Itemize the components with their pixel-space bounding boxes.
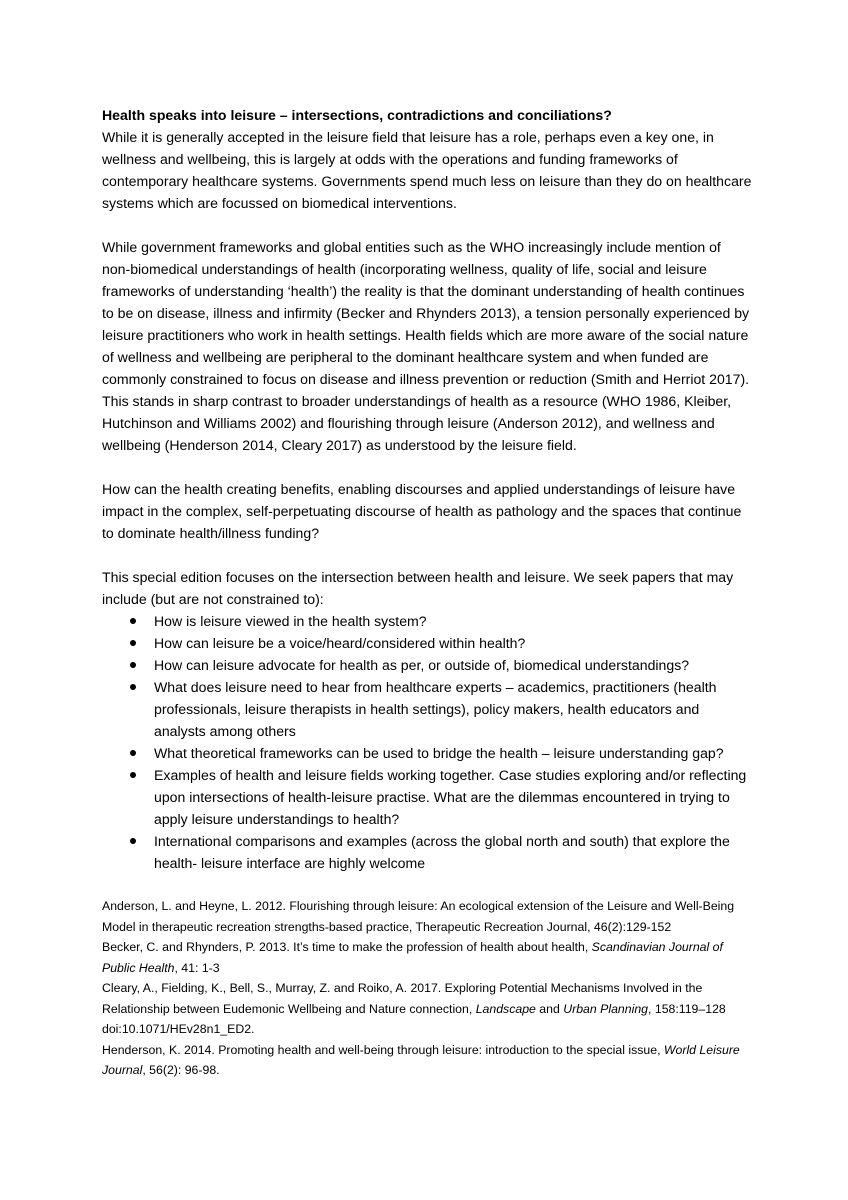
reference-item bbox=[102, 896, 752, 937]
reference-text: and bbox=[535, 1001, 564, 1016]
list-item bbox=[102, 676, 752, 742]
reference-item bbox=[102, 978, 752, 1040]
reference-text: Anderson, L. and Heyne, L. 2012. Flourishing through leisure: An ecological extension of the Leisure and Well-Being Model in therapeutic recreation strengths-based practice, Therapeutic Recreation Journal, 46(2):129-152 bbox=[102, 899, 735, 934]
reference-item bbox=[102, 937, 752, 978]
journal-title: Scandinavian Journal of Public Health bbox=[102, 940, 723, 975]
list-item bbox=[102, 632, 752, 654]
reference-item bbox=[102, 1040, 752, 1081]
reference-text: Henderson, K. 2014. Promoting health and well-being through leisure: introduction to the special issue, bbox=[102, 1042, 664, 1057]
reference-text: , 158:119–128 doi:10.1071/HEv28n1_ED2. bbox=[102, 1001, 726, 1036]
list-item bbox=[102, 830, 752, 874]
topic-list bbox=[102, 610, 752, 874]
list-item-text: How can leisure advocate for health as per, or outside of, biomedical understandings? bbox=[154, 657, 690, 673]
context-paragraph: While government frameworks and global entities such as the WHO increasingly include mention of non-biomedical understandings of health (incorporating wellness, quality of life, social and leisure frameworks of understanding ‘health’) the reality is that the dominant understanding of health continues to be on disease, illness and infirmity (Becker and Rhynders 2013), a tension personally experienced by leisure practitioners who work in health settings. Health fields which are more aware of the social nature of wellness and wellbeing are peripheral to the dominant healthcare system and when funded are commonly constrained to focus on disease and illness prevention or reduction (Smith and Herriot 2017). This stands in sharp contrast to broader understandings of health as a resource (WHO 1986, Kleiber, Hutchinson and Williams 2002) and flourishing through leisure (Anderson 2012), and wellness and wellbeing (Henderson 2014, Cleary 2017) as understood by the leisure field. bbox=[102, 239, 750, 453]
reference-text: Cleary, A., Fielding, K., Bell, S., Murray, Z. and Roiko, A. 2017. Exploring Potential Mechanisms Involved in the Relationship between Eudemonic Wellbeing and Nature connection, bbox=[102, 981, 703, 1016]
list-item-text: International comparisons and examples (across the global north and south) that explore the health- leisure interface are highly welcome bbox=[154, 833, 730, 871]
journal-title: Landscape bbox=[475, 1001, 536, 1016]
list-item bbox=[102, 764, 752, 830]
list-item-text: How is leisure viewed in the health system? bbox=[154, 613, 427, 629]
list-item-text: Examples of health and leisure fields working together. Case studies exploring and/or reflecting upon intersections of health-leisure practise. What are the dilemmas encountered in trying to apply leisure understandings to health? bbox=[154, 767, 747, 827]
reference-text: , 41: 1-3 bbox=[174, 960, 220, 975]
list-item bbox=[102, 654, 752, 676]
reference-text: Becker, C. and Rhynders, P. 2013. It’s time to make the profession of health about health, bbox=[102, 940, 592, 954]
list-item-text: What theoretical frameworks can be used to bridge the health – leisure understanding gap? bbox=[154, 745, 724, 761]
question-paragraph: How can the health creating benefits, enabling discourses and applied understandings of leisure have impact in the complex, self-perpetuating discourse of health as pathology and the spaces that continue to dominate health/illness funding? bbox=[102, 481, 742, 541]
list-item bbox=[102, 610, 752, 632]
call-paragraph: This special edition focuses on the intersection between health and leisure. We seek papers that may include (but are not constrained to): bbox=[102, 569, 734, 607]
intro-paragraph: While it is generally accepted in the leisure field that leisure has a role, perhaps even a key one, in wellness and wellbeing, this is largely at odds with the operations and funding frameworks of contemporary healthcare systems. Governments spend much less on leisure than they do on healthcare systems which are focussed on biomedical interventions. bbox=[102, 129, 752, 211]
list-item-text: What does leisure need to hear from healthcare experts – academics, practitioners (health professionals, leisure therapists in health settings), policy makers, health educators and analysts among others bbox=[154, 679, 717, 739]
references bbox=[102, 896, 752, 1081]
list-item bbox=[102, 742, 752, 764]
journal-title: Urban Planning bbox=[563, 1001, 649, 1016]
journal-title: World Leisure Journal bbox=[102, 1042, 740, 1077]
reference-text: , 56(2): 96-98. bbox=[142, 1063, 220, 1077]
document-title: Health speaks into leisure – intersections, contradictions and conciliations? bbox=[102, 107, 612, 123]
list-item-text: How can leisure be a voice/heard/considered within health? bbox=[154, 635, 526, 651]
